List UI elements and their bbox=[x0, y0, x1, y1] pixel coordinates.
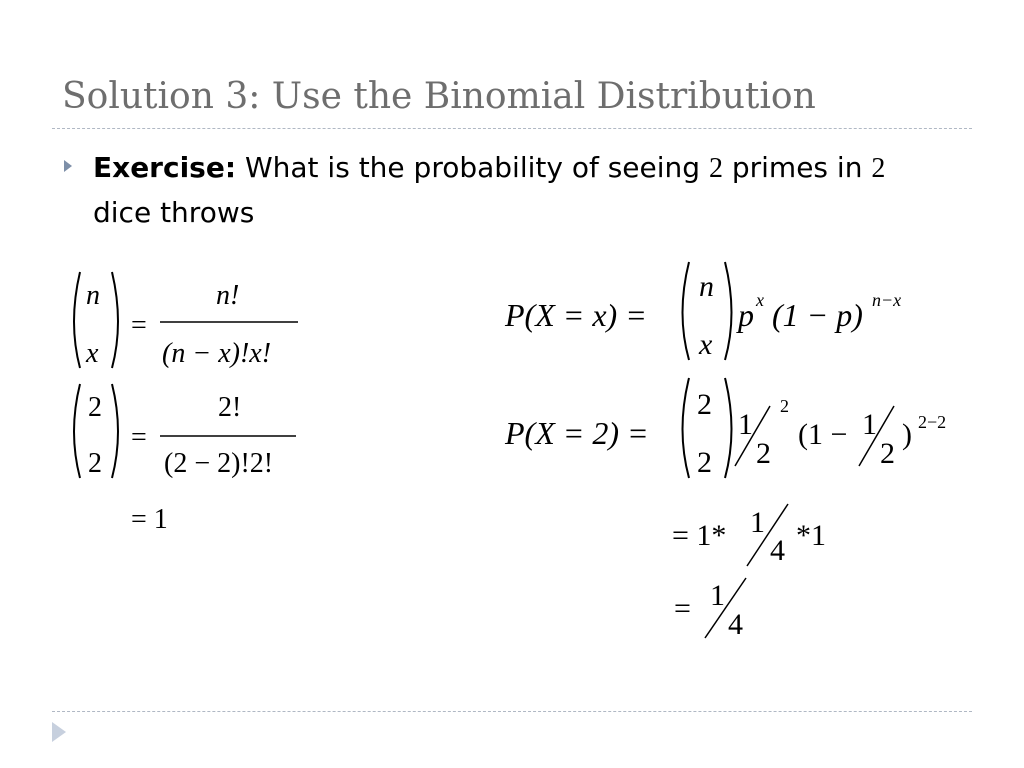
simp-post: *1 bbox=[796, 519, 826, 552]
pmf-binom-top: n bbox=[699, 270, 714, 303]
half2-numerator: 1 bbox=[862, 408, 877, 441]
exercise-label: Exercise: bbox=[93, 151, 237, 184]
fraction-denominator: (n − x)!x! bbox=[162, 338, 272, 369]
sub-exp-2: 2 bbox=[780, 396, 789, 416]
binomial-pmf bbox=[504, 262, 901, 361]
binom2-top: 2 bbox=[88, 392, 102, 423]
half2-denominator: 2 bbox=[880, 437, 895, 470]
pmf-exp-nx: n−x bbox=[872, 290, 902, 310]
binomial-definition bbox=[74, 272, 298, 369]
pmf-lhs: P(X = x) = bbox=[505, 297, 647, 333]
pmf-exp-x: x bbox=[756, 290, 764, 310]
binomial-two-two bbox=[74, 384, 296, 535]
right-paren bbox=[725, 378, 732, 478]
equals-sign: = bbox=[131, 422, 147, 453]
half-denominator: 2 bbox=[756, 437, 771, 470]
quarter-denominator: 4 bbox=[770, 534, 785, 567]
slide-title: Solution 3: Use the Binomial Distribution bbox=[62, 76, 816, 117]
footer-divider bbox=[52, 711, 972, 712]
sub-lhs: P(X = 2) = bbox=[505, 415, 649, 451]
right-paren bbox=[112, 384, 118, 478]
exercise-text-1: What is the probability of seeing bbox=[244, 151, 709, 184]
left-paren bbox=[683, 378, 690, 478]
exercise-number-throws: 2 bbox=[871, 153, 886, 184]
left-result: = 1 bbox=[131, 504, 168, 535]
pmf-result bbox=[674, 578, 746, 641]
fraction-numerator: n! bbox=[216, 280, 240, 311]
left-paren bbox=[683, 262, 690, 360]
result-denominator: 4 bbox=[728, 608, 743, 641]
sub-binom-top: 2 bbox=[697, 388, 712, 421]
quarter-numerator: 1 bbox=[750, 506, 765, 539]
sub-close: ) bbox=[902, 418, 912, 451]
equals-sign: = bbox=[131, 310, 147, 341]
left-paren bbox=[74, 272, 80, 368]
binom2-bottom: 2 bbox=[88, 448, 102, 479]
pmf-simplified bbox=[672, 504, 826, 567]
sub-exp-2-2: 2−2 bbox=[918, 412, 947, 432]
sub-binom-bottom: 2 bbox=[697, 446, 712, 479]
sub-open: (1 − bbox=[798, 418, 848, 451]
exercise-text-2: primes in bbox=[722, 151, 872, 184]
pmf-substituted bbox=[504, 378, 946, 479]
exercise-text-3: dice throws bbox=[93, 196, 255, 229]
result-equals: = bbox=[674, 592, 691, 625]
fraction2-denominator: (2 − 2)!2! bbox=[164, 448, 274, 479]
binom-top: n bbox=[86, 280, 100, 311]
left-paren bbox=[74, 384, 80, 478]
pmf-p: p bbox=[738, 297, 754, 333]
pmf-binom-bottom: x bbox=[699, 328, 713, 361]
right-paren bbox=[112, 272, 118, 368]
exercise-number-primes: 2 bbox=[708, 153, 723, 184]
result-numerator: 1 bbox=[710, 579, 725, 612]
half-numerator: 1 bbox=[738, 408, 753, 441]
binom-bottom: x bbox=[86, 338, 99, 369]
next-slide-arrow-icon[interactable] bbox=[52, 722, 66, 742]
pmf-one-minus-p: (1 − p) bbox=[772, 297, 863, 333]
fraction2-numerator: 2! bbox=[218, 392, 242, 423]
simp-pre: = 1* bbox=[672, 519, 727, 552]
right-paren bbox=[725, 262, 732, 360]
